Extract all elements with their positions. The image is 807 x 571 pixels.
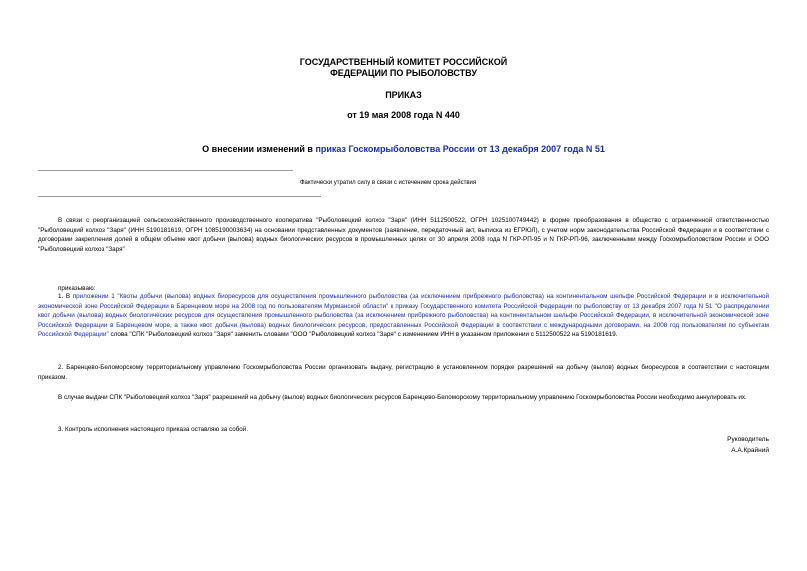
status-note: Фактически утратил силу в связи с истечением срока действия — [300, 180, 477, 186]
signature-position: Руководитель — [727, 436, 769, 443]
authority-line-1: ГОСУДАРСТВЕННЫЙ КОМИТЕТ РОССИЙСКОЙ — [299, 57, 508, 67]
item-1-prefix: 1. В — [58, 293, 73, 300]
item-3: 3. Контроль исполнения настоящего приказа оставляю за собой. — [58, 426, 249, 433]
document-subject — [0, 144, 807, 154]
order-word: приказываю: — [58, 285, 96, 292]
item-1-link[interactable]: приложении 1 "Квоты добычи (вылова) водных биоресурсов для осуществления промышленного рыболовства (за исключением прибрежного рыболовства) на континентальном шельфе Российской Федерации и в исключительной экономической зоне Российской Федерации в Баренцевом море на 2008 год по пользователям Мурманской области" к приказу Государственного комитета Российской Федерации по рыболовству от 13 декабря 2007 года N 51 "О распределении квот добычи (вылова) водных биологических ресурсов для осуществления промышленного рыболовства (за исключением прибрежного рыболовства) на континентальном шельфе Российской Федерации, в исключительной экономической зоне Российской Федерации в Баренцевом море, а также квот добычи (вылова) водных биологических ресурсов, предоставленных Российской Федерации в соответствии с международными договорами, на 2008 год пользователям по субъектам Российской Федерации" — [38, 293, 769, 338]
issuing-authority — [0, 57, 807, 79]
document-date-number: от 19 мая 2008 года N 440 — [347, 110, 460, 120]
item-2-note: В случае выдачи СПК "Рыболовецкий колхоз "Заря" разрешений на добычу (вылов) водных биологических ресурсов Баренцево-Беломорскому территориальному управлению Госкомрыболовства России необходимо аннулировать их. — [58, 394, 747, 401]
divider-bottom — [38, 196, 321, 197]
document-type: ПРИКАЗ — [385, 90, 422, 100]
subject-link[interactable]: приказ Госкомрыболовства России от 13 декабря 2007 года N 51 — [315, 144, 605, 154]
authority-line-2: ФЕДЕРАЦИИ ПО РЫБОЛОВСТВУ — [330, 68, 477, 78]
signature-name: А.А.Крайний — [731, 447, 769, 454]
divider-top — [38, 170, 293, 171]
item-2: 2. Баренцево-Беломорскому территориальному управлению Госкомрыболовства России организовать выдачу, регистрацию в установленном порядке разрешений на добычу (вылов) водных биоресурсов в соответствии с настоящим приказом. — [38, 364, 769, 381]
subject-prefix: О внесении изменений в — [202, 144, 316, 154]
intro-paragraph: В связи с реорганизацией сельскохозяйственного производственного кооператива "Рыболовецкий колхоз "Заря" (ИНН 5112500522, ОГРН 1025100749442) в форме преобразования в общество с ограниченной ответственностью "Рыболовецкий колхоз "Заря" (ИНН 5190181619, ОГРН 1085190003634) на основании представленных документов (заявление, передаточный акт, выписка из ЕГРЮЛ), с учетом норм законодательства Российской Федерации и в соответствии с договорами закрепления долей в общем объеме квот добычи (вылова) водных биологических ресурсов в промышленных целях от 30 апреля 2008 года N ГКР-РП-95 и N ГКР-РП-96, заключенными между Госкомрыболовством России и ООО "Рыболовецкий колхоз "Заря" — [38, 217, 769, 253]
item-1-suffix: слова "СПК "Рыболовецкий колхоз "Заря" заменить словами "ООО "Рыболовецкий колхоз "Заря" с изменением ИНН в указанном приложении с 5112500522 на 5190181619. — [108, 331, 618, 338]
item-1 — [38, 292, 769, 340]
